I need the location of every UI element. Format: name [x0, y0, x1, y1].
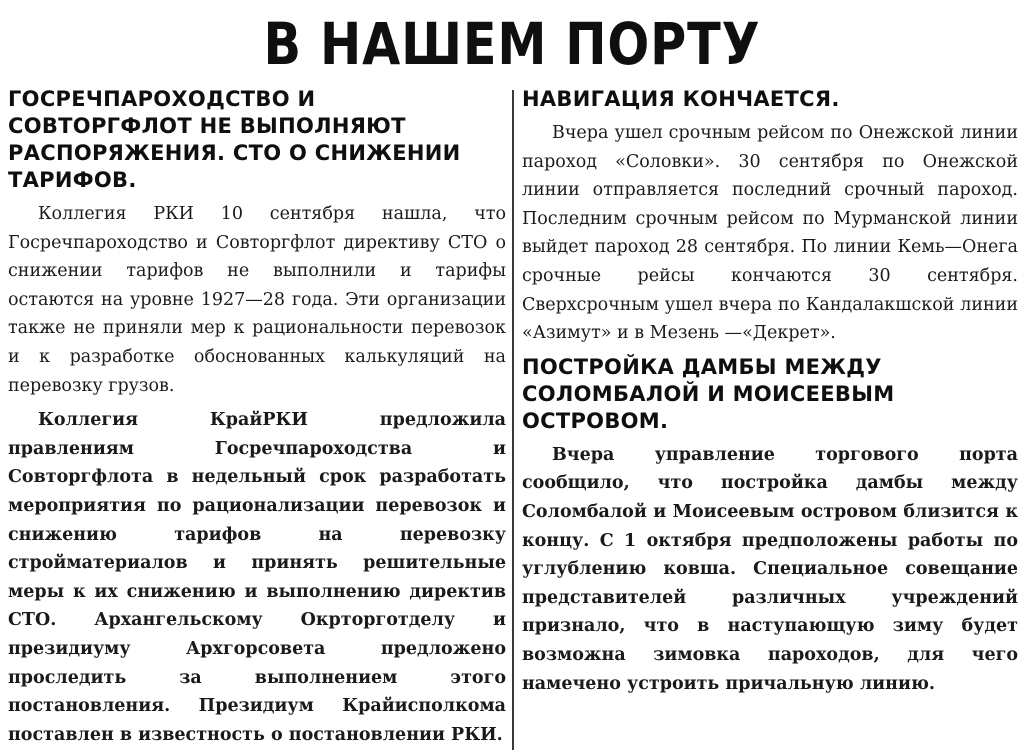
article-paragraph-dam-1: Вчера управление торгового порта сообщило, что постройка дамбы между Соломбалой и Моисеевым островом близится к концу. С 1 октября предположены работы по углублению ковша. Специальное совещание представителей различных учреждений признало, что в наступающую зиму будет возможна зимовка пароходов, для чего намечено устроить причальную линию.: [522, 444, 1018, 694]
section-masthead: В НАШЕМ ПОРТУ: [263, 10, 761, 78]
left-column: [8, 86, 506, 754]
article-paragraph-tariffs-1: Коллегия РКИ 10 сентября нашла, что Госречпароходство и Совторгфлот директиву СТО о снижении тарифов не выполнили и тарифы остаются на уровне 1927—28 года. Эти организации также не приняли мер к рациональности перевозок и к разработке обоснованных калькуляций на перевозку грузов.: [8, 204, 506, 396]
article-paragraph-navigation-1: Вчера ушел срочным рейсом по Онежской линии пароход «Соловки». 30 сентября по Онежской линии отправляется последний срочный пароход. Последним срочным рейсом по Мурманской линии выйдет пароход 28 сентября. По линии Кемь—Онега срочные рейсы кончаются 30 сентября. Сверхсрочным ушел вчера по Кандалакшской линии «Азимут» и в Мезень —«Декрет».: [522, 123, 1018, 344]
article-headline-tariffs: ГОСРЕЧПАРОХОДСТВО И СОВТОРГФЛОТ НЕ ВЫПОЛНЯЮТ РАСПОРЯЖЕНИЯ. СТО О СНИЖЕНИИ ТАРИФОВ.: [8, 87, 461, 192]
right-column: [522, 86, 1018, 754]
column-divider: [512, 90, 514, 750]
article-headline-dam: ПОСТРОЙКА ДАМБЫ МЕЖДУ СОЛОМБАЛОЙ И МОИСЕЕВЫМ ОСТРОВОМ.: [522, 354, 895, 433]
article-paragraph-tariffs-2: Коллегия КрайРКИ предложила правлениям Госречпароходства и Совторгфлота в недельный срок разработать мероприятия по рационализации перевозок и снижению тарифов на перевозку стройматериалов и принять решительные меры к их снижению и выполнению директив СТО. Архангельскому Окрторготделу и президиуму Архгорсовета предложено проследить за выполнением этого постановления. Президиум Крайисполкома поставлен в известность о постановлении РКИ.: [8, 410, 506, 745]
article-headline-navigation: НАВИГАЦИЯ КОНЧАЕТСЯ.: [522, 87, 840, 111]
